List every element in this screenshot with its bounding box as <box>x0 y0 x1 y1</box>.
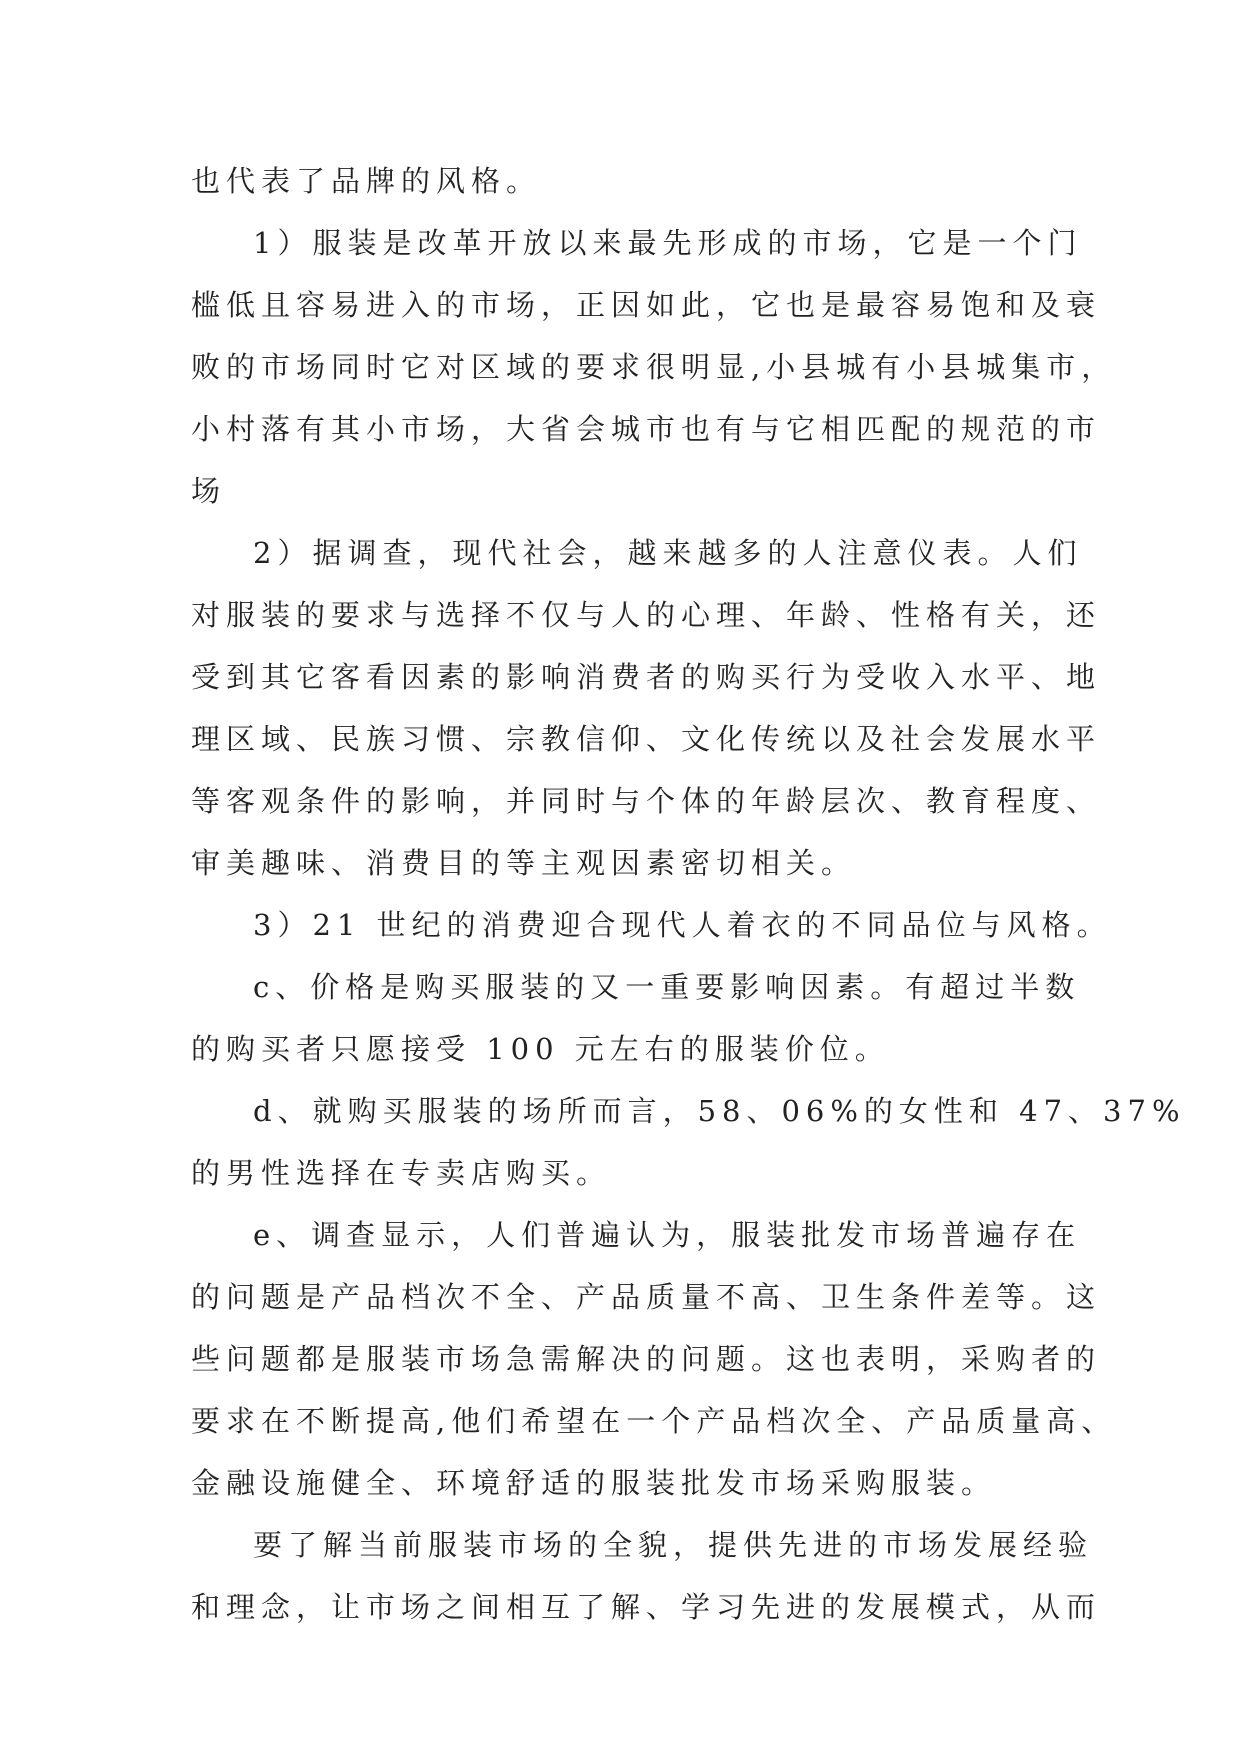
text-line: 槛低且容易进入的市场，正因如此，它也是最容易饱和及衰 <box>191 288 1102 322</box>
text-line: 要了解当前服装市场的全貌，提供先进的市场发展经验 <box>253 1528 1094 1562</box>
text-line: 的男性选择在专卖店购买。 <box>191 1156 612 1190</box>
text-line: 等客观条件的影响，并同时与个体的年龄层次、教育程度、 <box>191 784 1102 818</box>
text-line: e、调查显示，人们普遍认为，服装批发市场普遍存在 <box>253 1218 1082 1252</box>
text-line: 些问题都是服装市场急需解决的问题。这也表明，采购者的 <box>191 1342 1102 1376</box>
text-line: 2）据调查，现代社会，越来越多的人注意仪表。人们 <box>253 536 1083 570</box>
text-line: 也代表了品牌的风格。 <box>191 164 542 198</box>
text-line: 审美趣味、消费目的等主观因素密切相关。 <box>191 846 857 880</box>
text-line: 理区域、民族习惯、宗教信仰、文化传统以及社会发展水平 <box>191 722 1102 756</box>
text-line: d、就购买服装的场所而言，58、06%的女性和 47、37% <box>253 1094 1186 1128</box>
text-line: 小村落有其小市场，大省会城市也有与它相匹配的规范的市 <box>191 412 1102 446</box>
text-line: 受到其它客看因素的影响消费者的购买行为受收入水平、地 <box>191 660 1102 694</box>
document-body <box>191 150 1186 1638</box>
text-line: 的问题是产品档次不全、产品质量不高、卫生条件差等。这 <box>191 1280 1102 1314</box>
text-line: 要求在不断提高,他们希望在一个产品档次全、产品质量高、 <box>191 1404 1117 1438</box>
text-line: c、价格是购买服装的又一重要影响因素。有超过半数 <box>253 970 1081 1004</box>
text-line: 的购买者只愿接受 100 元左右的服装价位。 <box>191 1032 890 1066</box>
text-line: 1）服装是改革开放以来最先形成的市场，它是一个门 <box>253 226 1083 260</box>
text-line: 金融设施健全、环境舒适的服装批发市场采购服装。 <box>191 1466 997 1500</box>
text-line: 3）21 世纪的消费迎合现代人着衣的不同品位与风格。 <box>253 908 1112 942</box>
text-line: 对服装的要求与选择不仅与人的心理、年龄、性格有关，还 <box>191 598 1102 632</box>
text-line: 败的市场同时它对区域的要求很明显,小县城有小县城集市， <box>191 350 1117 384</box>
text-line: 场 <box>191 474 227 508</box>
text-line: 和理念，让市场之间相互了解、学习先进的发展模式，从而 <box>191 1590 1102 1624</box>
